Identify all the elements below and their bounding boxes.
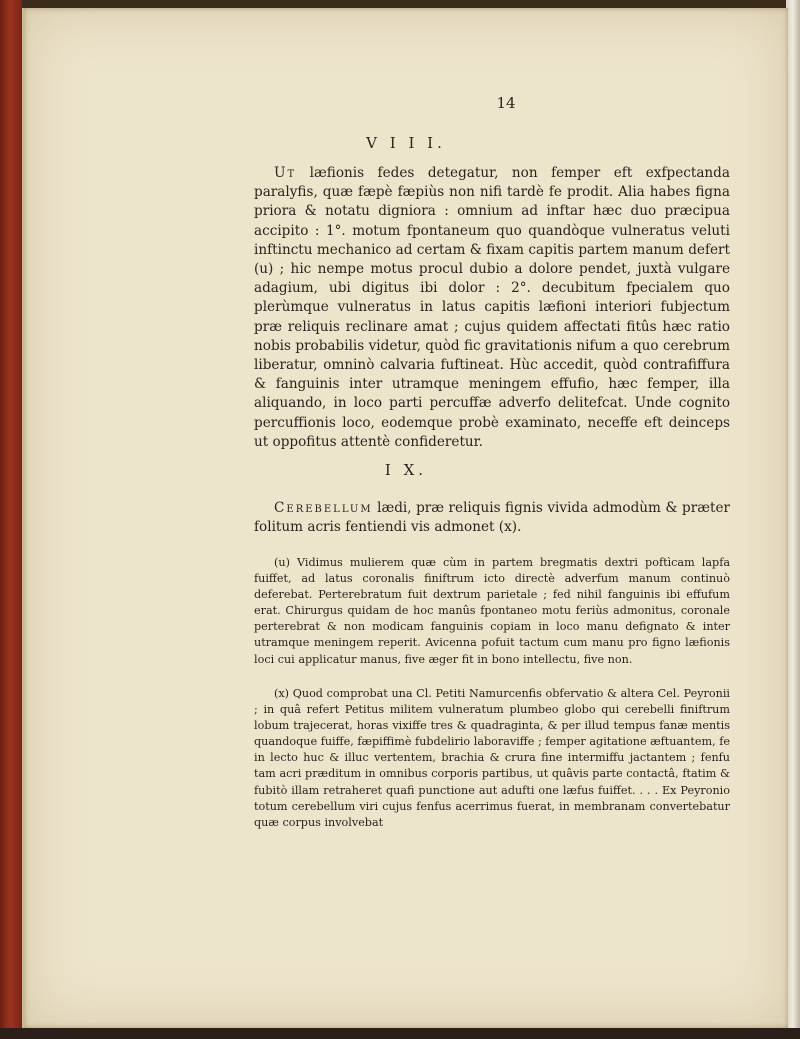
footnote-x-text: (x) Quod comprobat una Cl. Petiti Namurcenfis obfervatio & altera Cel. Peyronii ; in quâ refert Petitus militem vulneratum plumbeo globo qui cerebelli finiftrum lobum trajecerat, horas vixiffe tres & quadraginta, & per illud tempus fanæ mentis quandoque fuiffe, fæpiffimè fubdelirio laboraviffe ; femper agitatione æftuantem, fe in lecto huc & illuc vertentem, brachia & crura fine intermiffu jactantem ; fenfu tam acri præditum in omnibus corporis partibus, ut quâvis parte contactâ, ftatim & fubitò illam retraheret quafi punctione aut adufti one læfus fuiffet. . . . Ex Peyronio totum cerebellum viri cujus fenfus acerrimus fuerat, in membranam convertebatur quæ corpus involvebat <box>254 687 730 829</box>
section-heading-ix: I X. <box>384 461 428 479</box>
footnote-x <box>254 686 730 831</box>
page-bottom-edge <box>0 1028 800 1039</box>
section-ix-lead: Cerebellum <box>274 500 373 516</box>
section-ix-paragraph <box>254 499 730 537</box>
section-viii-text: læfionis fedes detegatur, non femper eft exfpectanda paralyfis, quæ fæpè fæpiùs non nifi tardè fe prodit. Alia habes figna priora & notatu digniora : omnium ad inftar hæc duo præcipua accipito : 1°. motum fpontaneum quo quandòque vulneratus veluti inftinctu mechanico ad certam & fixam capitis partem manum defert (u) ; hic nempe motus procul dubio a dolore pendet, juxtà vulgare adagium, ubi digitus ibi dolor : 2°. decubitum fpecialem quo plerùmque vulneratus in latus capitis læfioni interiori fubjectum præ reliquis reclinare amat ; cujus quidem affectati fitûs hæc ratio nobis probabilis videtur, quòd fic gravitationis nifum a quo cerebrum liberatur, omninò calvaria fuftineat. Hùc accedit, quòd contrafiffura & fanguinis inter utramque meningem effufio, hæc femper, illa aliquando, in loco parti percuffæ adverfo delitefcat. Unde cognito percuffionis loco, eodemque probè examinato, neceffe eft deinceps ut oppofitus attentè confideretur. <box>254 165 730 450</box>
footnote-u <box>254 555 730 668</box>
book-binding-left <box>0 0 22 1039</box>
section-viii-lead: Ut <box>274 165 297 181</box>
section-heading-viii: V I I I. <box>366 134 446 152</box>
book-page <box>22 8 788 1028</box>
page-number: 14 <box>496 94 516 112</box>
section-ix-text: lædi, præ reliquis fignis vivida admodùm & præter folitum acris fentiendi vis admonet (x). <box>254 500 731 536</box>
footnote-u-text: (u) Vidimus mulierem quæ cùm in partem bregmatis dextri poftìcam lapfa fuiffet, ad latus coronalis finiftrum icto directè adverfum manum continuò deferebat. Perterebratum fuit dextrum parietale ; fed nihil fanguinis ibi effufum erat. Chirurgus quidam de hoc manûs fpontaneo motu feriùs admonitus, coronale perterebrat & non modicam fanguinis copiam in loco manu defignato & inter utramque meningem reperit. Avicenna pofuit tactum cum manu pro figno læfionis loci cui applicatur manus, five æger fit in bono intellectu, five non. <box>254 556 730 666</box>
section-viii-paragraph <box>254 164 730 452</box>
book-edge-right <box>786 0 800 1039</box>
